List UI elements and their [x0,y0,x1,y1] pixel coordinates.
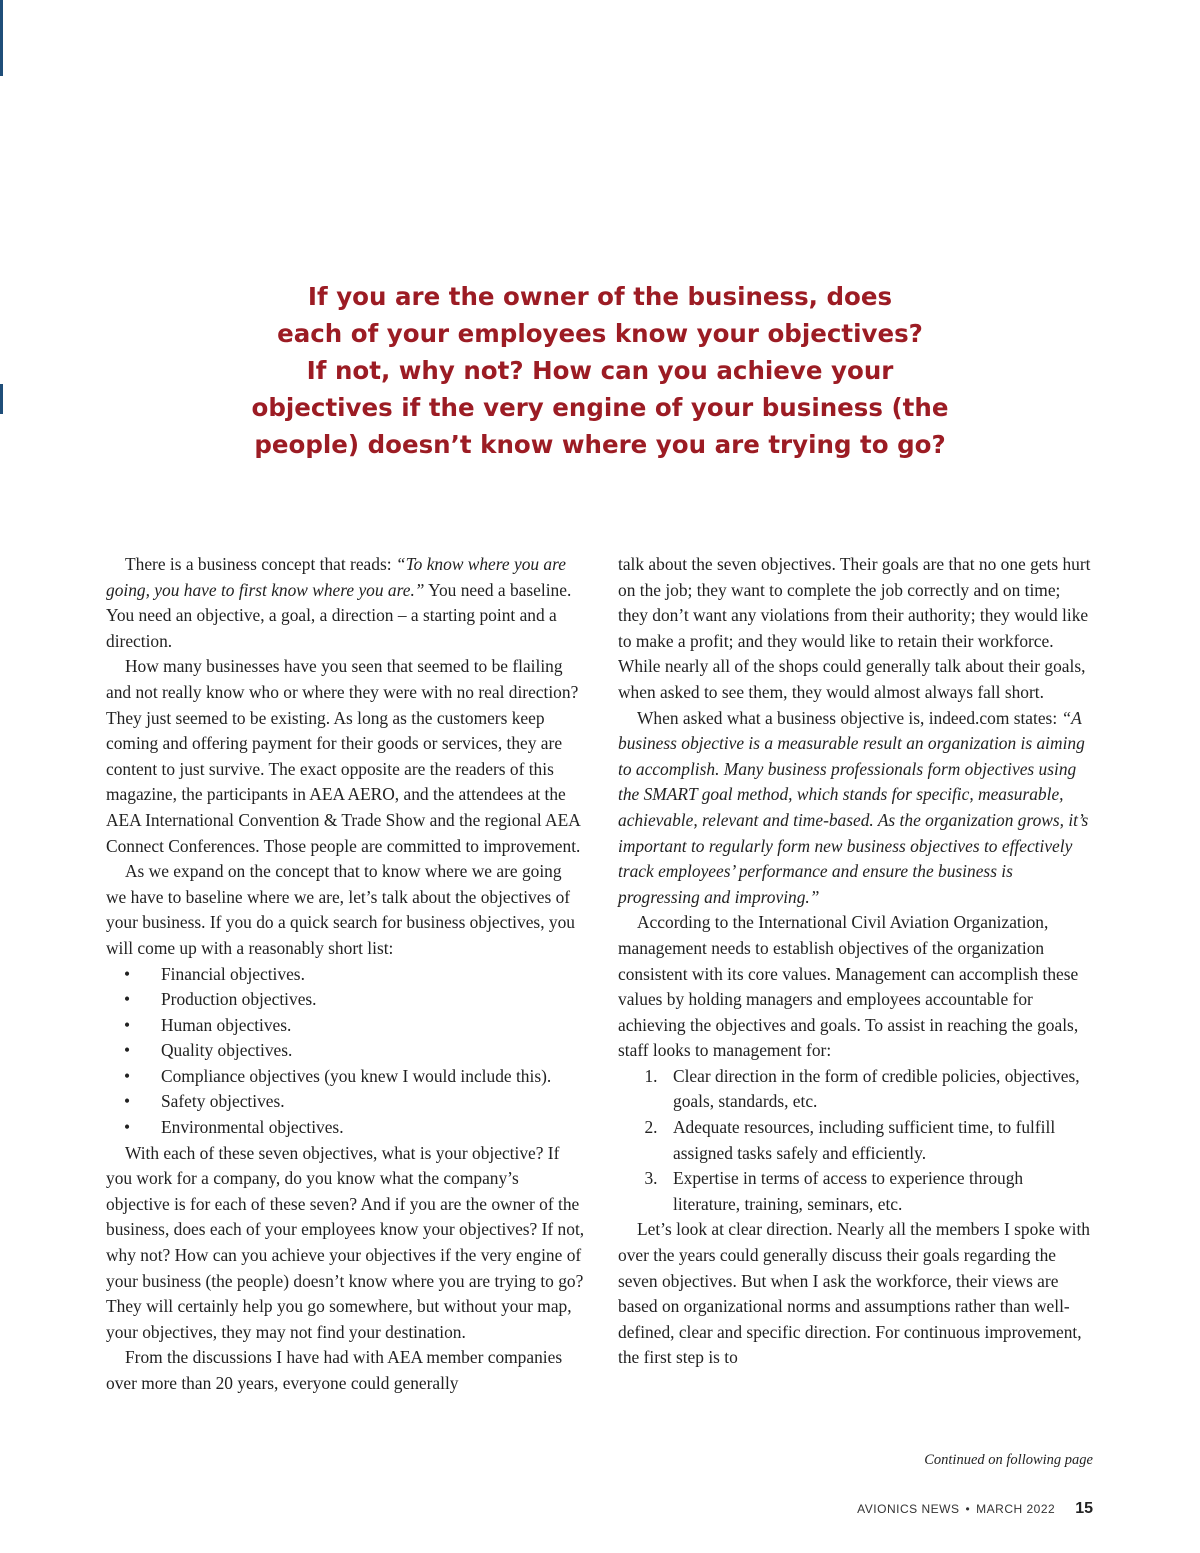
paragraph: With each of these seven objectives, what is your objective? If you work for a company, do you know what the company’s objective is for each of these seven? And if you are the owner of the business, does each of your employees know your objectives? If not, why not? How can you achieve your objectives if the very engine of your business (the people) doesn’t know where you are trying to go? They will certainly help you go somewhere, but without your map, your objectives, they may not find your destination. [106,1142,585,1342]
pull-quote-line: each of your employees know your objectives? [277,319,923,348]
paragraph: From the discussions I have had with AEA member companies over more than 20 years, everyone could generally [106,1347,563,1393]
bullet-marker: • [124,1065,131,1086]
list-item [106,1115,586,1141]
page-edge-mark-middle [0,384,3,414]
list-item-text: Compliance objectives (you knew I would include this). [161,1065,552,1086]
list-item [618,1115,1094,1166]
bullet-marker: • [124,1014,131,1035]
list-item-text: Safety objectives. [161,1091,285,1112]
list-item [106,1013,586,1039]
page-number: 15 [1075,1500,1093,1517]
publication-name: AVIONICS NEWS [857,1502,960,1516]
list-item-text: Production objectives. [161,989,317,1010]
paragraph: talk about the seven objectives. Their goals are that no one gets hurt on the job; they want to complete the job correctly and on time; they don’t want any violations from their authority; they would like to make a profit; and they would like to retain their workforce. While nearly all of the shops could generally talk about their goals, when asked to see them, they would almost always fall short. [618,554,1091,702]
list-item [106,987,586,1013]
quotation: “To know where you are going, you have to first know where you are.” [106,554,566,600]
continued-note: Continued on following page [924,1452,1093,1468]
pull-quote-line: If not, why not? How can you achieve your [306,356,894,385]
pull-quote-line: objectives if the very engine of your business (the [251,393,949,422]
pull-quote [250,278,950,463]
list-number: 2. [644,1117,658,1138]
list-number: 3. [644,1168,658,1189]
numbered-list [618,1064,1094,1218]
list-item-text: Adequate resources, including sufficient time, to fulfill assigned tasks safely and efficiently. [673,1117,1056,1163]
paragraph [618,706,1094,911]
list-item [618,1166,1094,1217]
paragraph [106,552,586,654]
pull-quote-line: people) doesn’t know where you are trying to go? [254,430,946,459]
list-item-text: Clear direction in the form of credible policies, objectives, goals, standards, etc. [673,1065,1080,1112]
pull-quote-line: If you are the owner of the business, does [307,282,893,311]
paragraph: How many businesses have you seen that seemed to be flailing and not really know who or where they were with no real direction? They just seemed to be existing. As long as the customers keep coming and offering payment for their goods or services, they are content to just survive. The exact opposite are the readers of this magazine, the participants in AEA AERO, and the attendees at the AEA International Convention & Trade Show and the regional AEA Connect Conferences. Those people are committed to improvement. [106,656,581,856]
list-item-text: Expertise in terms of access to experience through literature, training, seminars, etc. [673,1168,1024,1214]
page-edge-mark-top [0,0,3,76]
paragraph-text: There is a business concept that reads: [125,554,396,574]
list-item [106,1089,586,1115]
list-item [106,962,586,988]
paragraph-text: When asked what a business objective is, indeed.com states: [637,707,1062,728]
bullet-marker: • [124,1091,131,1112]
list-item [106,1038,586,1064]
list-item-text: Quality objectives. [161,1040,293,1061]
list-item-text: Human objectives. [161,1014,292,1035]
paragraph: Let’s look at clear direction. Nearly all the members I spoke with over the years could generally discuss their goals regarding the seven objectives. But when I ask the workforce, their views are based on organizational norms and assumptions rather than well-defined, clear and specific direction. For continuous improvement, the first step is to [618,1219,1090,1368]
left-column [106,552,586,1397]
list-item-text: Financial objectives. [161,963,305,984]
list-item [618,1064,1094,1115]
bullet-marker: • [124,1040,131,1061]
objectives-list [106,962,586,1141]
bullet-marker: • [124,1117,131,1138]
list-item [106,1064,586,1090]
paragraph-text: You need a baseline. You need an objective, a goal, a direction – a starting point and a direction. [106,579,572,651]
quotation: “A business objective is a measurable result an organization is aiming to accomplish. Many business professionals form objectives using the SMART goal method, which stands for specific, measurable, achievable, relevant and time-based. As the organization grows, it’s important to regularly form new business objectives to effectively track employees’ performance and ensure the business is progressing and improving.” [618,707,1089,907]
issue-date: MARCH 2022 [976,1502,1056,1516]
paragraph: According to the International Civil Aviation Organization, management needs to establish objectives of the organization consistent with its core values. Management can accomplish these values by holding managers and employees accountable for achieving the objectives and goals. To assist in reaching the goals, staff looks to management for: [618,912,1079,1061]
bullet-marker: • [124,989,131,1010]
page-footer [857,1500,1093,1518]
bullet-marker: • [124,963,131,984]
list-item-text: Environmental objectives. [161,1117,344,1138]
right-column [618,552,1094,1371]
footer-separator: • [965,1502,971,1516]
paragraph: As we expand on the concept that to know where we are going we have to baseline where we are, let’s talk about the objectives of your business. If you do a quick search for business objectives, you will come up with a reasonably short list: [106,861,575,958]
list-number: 1. [644,1065,658,1086]
